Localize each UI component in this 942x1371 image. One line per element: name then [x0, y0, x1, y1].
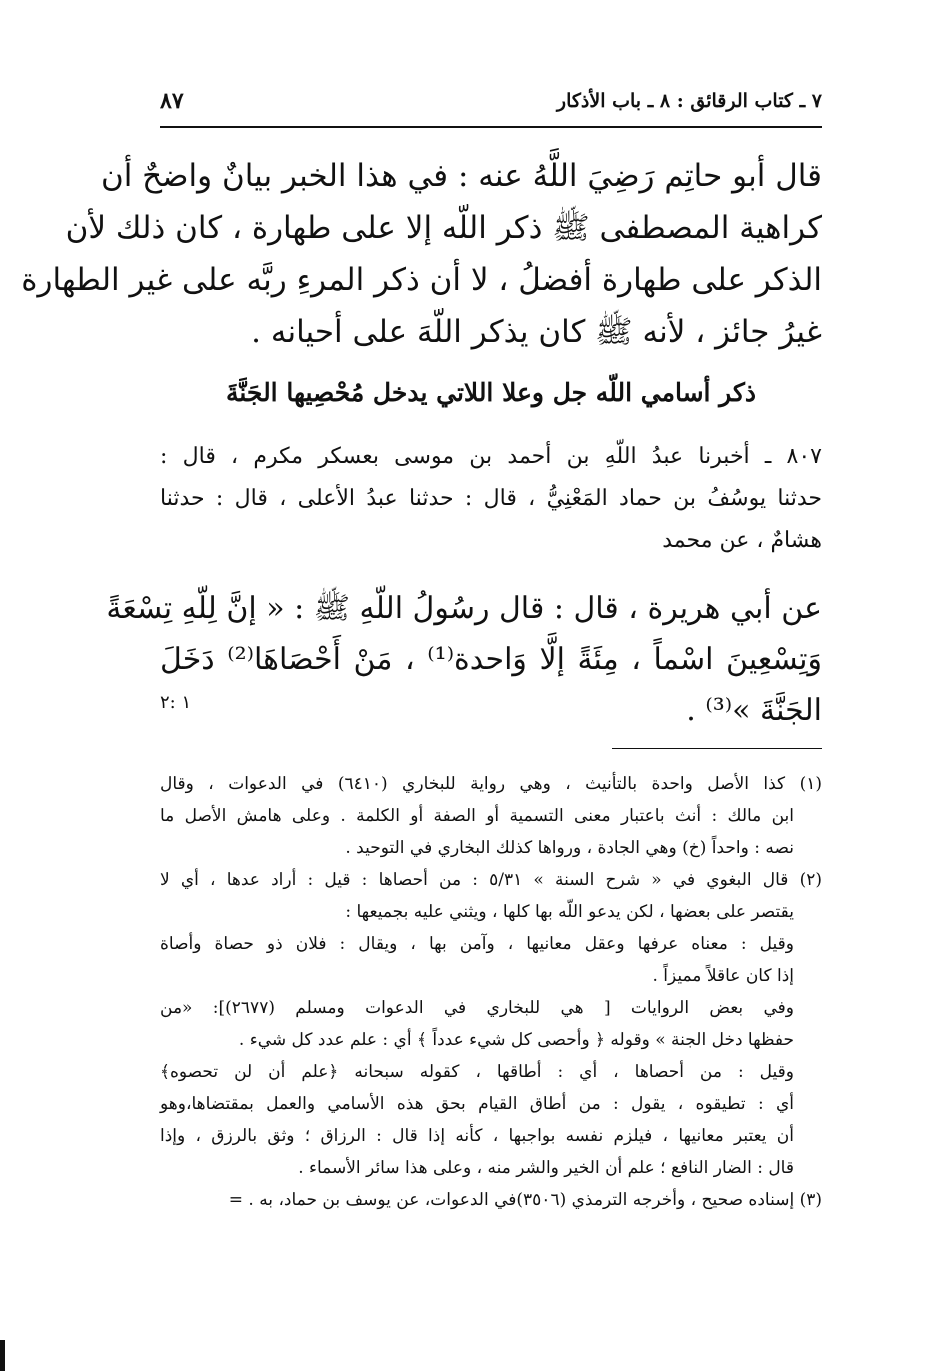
footnote-line: إذا كان عاقلاً مميزاً .	[652, 966, 794, 986]
text-line: قال أبو حاتِم رَضِيَ اللَّهُ عنه : في هذا الخبر بيانٌ واضحٌ أن	[100, 158, 822, 194]
text-line: الجَنَّةَ »⁽³⁾ .	[686, 693, 822, 728]
footnote-1	[160, 768, 822, 864]
text-line: حدثنا يوسُفُ بن حماد المَعْنِيُّ ، قال : حدثنا عبدُ الأعلى ، قال : حدثنا	[160, 486, 822, 511]
scan-edge-mark	[0, 1340, 5, 1371]
footnote-line: وقيل : معناه عرفها وعقل معانيها ، وآمن بها ، ويقال : فلان ذو حصاة وأصاة	[160, 934, 794, 954]
chapter-title: ٧ ـ كتاب الرقائق : ٨ ـ باب الأذكار	[556, 90, 822, 112]
footnote-line: ابن مالك : أنث باعتبار معنى التسمية أو الصفة أو الكلمة . وعلى هامش الأصل ما	[160, 806, 794, 826]
text-line: الذكر على طهارة أفضلُ ، لا أن ذكر المرءِ ربَّه على غير الطهارة	[21, 262, 822, 298]
footnote-divider	[612, 748, 822, 749]
footnote-line: وقيل : من أحصاها ، أي : أطاقها ، كقوله سبحانه ﴿علم أن لن تحصوه﴾	[160, 1062, 794, 1082]
text-line: ٨٠٧ ـ أخبرنا عبدُ اللّهِ بن أحمد بن موسى بعسكر مكرم ، قال :	[160, 444, 822, 469]
commentary-paragraph	[21, 150, 822, 358]
page-number: ٨٧	[160, 88, 184, 114]
hadith-text	[106, 583, 823, 736]
footnote-line: قال : الضار النافع ؛ علم أن الخير والشر منه ، وعلى هذا سائر الأسماء .	[298, 1158, 794, 1178]
footnote-line: أن يعتبر معانيها ، فيلزم نفسه بواجبها ، كأنه إذا قال : الرزاق ؛ وثق بالرزق ، وإذا	[160, 1126, 794, 1146]
cross-reference-marker: ١ :٢	[160, 692, 192, 713]
footnote-line: (٣) إسناده صحيح ، وأخرجه الترمذي (٣٥٠٦)في الدعوات، عن يوسف بن حماد، به . =	[228, 1190, 822, 1210]
footnote-2	[160, 864, 822, 1184]
section-heading: ذكر أسامي اللّه جل وعلا اللاتي يدخل مُحْصِيها الجَنَّةَ	[225, 378, 757, 407]
isnad-chain	[160, 436, 822, 562]
text-line: وَتِسْعِينَ اسْماً ، مِئَةً إلَّا وَاحدة⁽¹⁾ ، مَنْ أَحْصَاهَا⁽²⁾ دَخَلَ	[160, 642, 823, 677]
footnote-line: أي : تطيقوه ، يقول : من أطاق القيام بحق هذه الأسامي والعمل بمقتضاها،وهو	[160, 1094, 794, 1114]
footnotes	[160, 768, 822, 1216]
running-header	[160, 86, 822, 122]
footnote-line: نصه : واحداً (خ) وهي الجادة ، ورواها كذلك البخاري في التوحيد .	[345, 838, 794, 858]
footnote-line: يقتصر على بعضها ، لكن يدعو اللّه بها كلها ، ويثني عليه بجميعها :	[345, 902, 794, 922]
text-line: كراهية المصطفى ﷺ ذكر اللّه إلا على طهارة ، كان ذلك لأن	[65, 210, 822, 246]
footnote-line: (١) كذا الأصل واحدة بالتأنيث ، وهي رواية للبخاري (٦٤١٠) في الدعوات ، وقال	[160, 774, 822, 794]
header-divider	[160, 126, 822, 128]
text-line: عن أبي هريرة ، قال : قال رسُولُ اللّهِ ﷺ : « إنَّ لِلّهِ تِسْعَةً	[106, 591, 822, 626]
footnote-line: حفظها دخل الجنة » وقوله ﴿ وأحصى كل شيء عدداً ﴾ أي : علم عدد كل شيء .	[238, 1030, 794, 1050]
text-line: غيرُ جائز ، لأنه ﷺ كان يذكر اللّهَ على أحيانه .	[251, 314, 822, 350]
footnote-3	[160, 1184, 822, 1216]
footnote-line: وفي بعض الروايات [ هي للبخاري في الدعوات ومسلم (٢٦٧٧)]: «من	[160, 998, 795, 1018]
text-line: هشامٌ ، عن محمد	[662, 528, 822, 553]
footnote-line: (٢) قال البغوي في « شرح السنة » ٥/٣١ : من أحصاها : قيل : أراد عدها ، أي لا	[160, 870, 822, 890]
